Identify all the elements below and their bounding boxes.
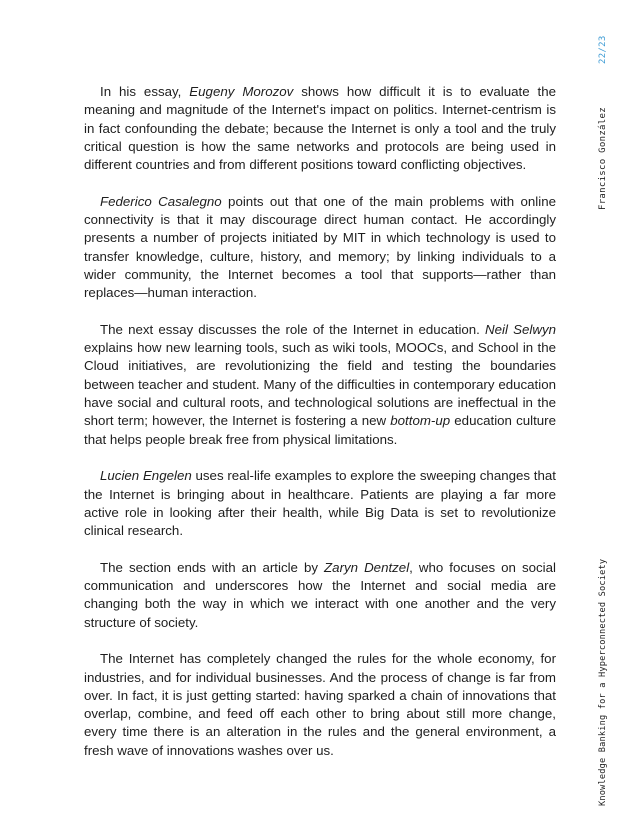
paragraph-text: The section ends with an article by [100,559,325,575]
author-name-morozov: Eugeny Morozov [189,84,294,99]
emphasis-bottom-up: bottom-up [390,413,451,429]
author-sidebar: Francisco González [598,107,608,210]
paragraph-text: education culture that helps people break free from physical limitations. [84,413,556,447]
paragraph-selwyn [84,321,556,449]
author-name-selwyn: Neil Selwyn [485,321,556,337]
paragraph-text: The next essay discusses the role of the Internet in education. [100,321,486,337]
page-number: 22/23 [598,35,608,64]
paragraph-text: explains how new learning tools, such as wiki tools, MOOCs, and School in the Cloud initiatives, are revolutionizing the field and testing the boundaries between teacher and student. Many of the difficulties in contemporary education have social and cultural roots, and technological solutions are ineffectual in the short term; however, the Internet is fostering a new [84,340,556,429]
paragraph-text: points out that one of the main problems with online connectivity is that it may discourage direct human contact. He accordingly presents a number of projects initiated by MIT in which technology is used to transfer knowledge, culture, history, and memory; by linking individuals to a wider community, the Internet becomes a tool that supports—rather than replaces—human interaction. [84,193,556,301]
book-title-sidebar: Knowledge Banking for a Hyperconnected Society [598,558,608,806]
paragraph-text: , who focuses on social communication and underscores how the Internet and social media are changing both the way in which we interact with one another and the very structure of society. [84,559,556,630]
paragraph-conclusion [84,650,556,760]
paragraph-text: uses real-life examples to explore the sweeping changes that the Internet is bringing about in healthcare. Patients are playing a far more active role in looking after their health, while Big Data is set to revolutionize clinical research. [84,468,556,539]
paragraph-engelen [84,467,556,540]
author-name-casalegno: Federico Casalegno [100,193,222,209]
body-text [84,83,556,760]
paragraph-dentzel [84,559,556,632]
paragraph-text: In his essay, [100,84,190,99]
paragraph-casalegno [84,193,556,303]
paragraph-text: shows how difficult it is to evaluate the meaning and magnitude of the Internet's impact on politics. Internet-centrism is in fact confounding the debate; because the Internet is only a tool and the truly critical question is how the same networks and protocols are being used in different countries and from different positions toward conflicting objectives. [84,84,556,173]
paragraph-text: The Internet has completely changed the rules for the whole economy, for industries, and for individual businesses. And the process of change is far from over. In fact, it is just getting started: having sparked a chain of innovations that overlap, combine, and feed off each other to bring about still more change, every time there is an alteration in the rules and the general environment, a fresh wave of innovations washes over us. [84,651,556,758]
paragraph-morozov [84,83,556,174]
author-name-engelen: Lucien Engelen [100,468,192,484]
author-name-dentzel: Zaryn Dentzel [324,559,410,575]
